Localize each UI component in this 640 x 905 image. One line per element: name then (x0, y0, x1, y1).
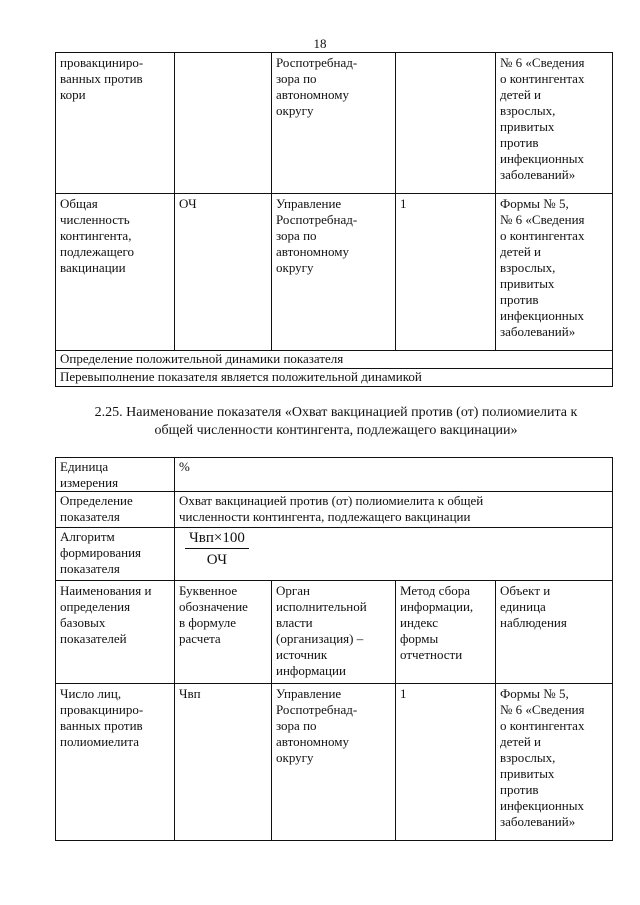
section-heading-line: общей численности контингента, подлежащего вакцинации» (154, 423, 518, 438)
cell-text-line: в формуле (179, 615, 237, 630)
cell-text-line: округу (276, 260, 314, 275)
cell-text-line: инфекционных (500, 798, 584, 813)
definition-value (175, 492, 613, 528)
collection-method-cell (396, 684, 496, 841)
cell-text-line: автономному (276, 87, 349, 102)
indicator-name-cell (56, 684, 175, 841)
cell-text-line: ванных против (60, 718, 143, 733)
cell-text-line: единица (500, 599, 546, 614)
cell-text-line: привитых (500, 766, 555, 781)
positive-dynamics-value: Перевыполнение показателя является положительной динамикой (56, 369, 613, 387)
cell-text-line: Роспотребнад- (276, 55, 358, 70)
table-row (56, 351, 613, 369)
cell-text-line: ванных против (60, 71, 143, 86)
cell-text-line: против (500, 135, 539, 150)
observation-unit-cell (496, 684, 613, 841)
unit-value: % (175, 458, 613, 492)
header-indicator-name (56, 581, 175, 684)
cell-text-line: округу (276, 103, 314, 118)
positive-dynamics-label: Определение положительной динамики показателя (56, 351, 613, 369)
cell-text-line: информации (276, 663, 346, 678)
letter-symbol-cell (175, 53, 272, 194)
cell-text-line: провакциниро- (60, 702, 144, 717)
cell-text-line: Общая (60, 196, 98, 211)
cell-text-line: детей и (500, 87, 541, 102)
cell-text-line: № 6 «Сведения (500, 212, 585, 227)
cell-text-line: Единица (60, 459, 109, 474)
cell-text-line: Управление (276, 686, 342, 701)
source-authority-cell (272, 194, 396, 351)
cell-text-line: инфекционных (500, 151, 584, 166)
cell-text-line: подлежащего (60, 244, 134, 259)
observation-unit-cell (496, 194, 613, 351)
formula (185, 530, 249, 568)
cell-text-line: Роспотребнад- (276, 702, 358, 717)
collection-method-cell (396, 194, 496, 351)
cell-text-line: Охват вакцинацией против (от) полиомиелита к общей (179, 493, 484, 508)
header-letter-symbol (175, 581, 272, 684)
cell-text-line: Формы № 5, (500, 686, 569, 701)
indicator-name-cell (56, 53, 175, 194)
cell-text-line: кори (60, 87, 86, 102)
cell-text-line: расчета (179, 631, 221, 646)
cell-text-line: Орган (276, 583, 310, 598)
cell-text-line: заболеваний» (500, 167, 576, 182)
table-row (56, 528, 613, 581)
cell-text-line: заболеваний» (500, 324, 576, 339)
cell-text-line: Число лиц, (60, 686, 122, 701)
cell-text-line: 1 (400, 686, 407, 701)
cell-text-line: Чвп (179, 686, 201, 701)
table-row (56, 581, 613, 684)
indicator-table-continued (55, 52, 613, 387)
cell-text-line: взрослых, (500, 103, 556, 118)
cell-text-line: детей и (500, 244, 541, 259)
cell-text-line: Определение (60, 493, 133, 508)
cell-text-line: Наименования и (60, 583, 152, 598)
cell-text-line: отчетности (400, 647, 463, 662)
indicator-name-cell (56, 194, 175, 351)
cell-text-line: власти (276, 615, 313, 630)
algorithm-label (56, 528, 175, 581)
table-row (56, 492, 613, 528)
cell-text-line: Объект и (500, 583, 551, 598)
cell-text-line: провакциниро- (60, 55, 144, 70)
cell-text-line: о контингентах (500, 228, 585, 243)
cell-text-line: Алгоритм (60, 529, 115, 544)
section-heading (50, 404, 622, 440)
table-row (56, 458, 613, 492)
table-row (56, 369, 613, 387)
cell-text-line: привитых (500, 119, 555, 134)
cell-text-line: автономному (276, 734, 349, 749)
cell-text-line: Управление (276, 196, 342, 211)
cell-text-line: детей и (500, 734, 541, 749)
cell-text-line: показателя (60, 561, 120, 576)
cell-text-line: формирования (60, 545, 142, 560)
cell-text-line: 1 (400, 196, 407, 211)
cell-text-line: о контингентах (500, 718, 585, 733)
algorithm-formula-cell (175, 528, 613, 581)
cell-text-line: определения (60, 599, 131, 614)
cell-text-line: источник (276, 647, 328, 662)
table-row (56, 53, 613, 194)
cell-text-line: показателя (60, 509, 120, 524)
cell-text-line: (организация) – (276, 631, 364, 646)
cell-text-line: Роспотребнад- (276, 212, 358, 227)
cell-text-line: взрослых, (500, 260, 556, 275)
cell-text-line: базовых (60, 615, 106, 630)
cell-text-line: привитых (500, 276, 555, 291)
source-authority-cell (272, 53, 396, 194)
cell-text-line: показателей (60, 631, 127, 646)
cell-text-line: взрослых, (500, 750, 556, 765)
cell-text-line: наблюдения (500, 615, 567, 630)
cell-text-line: исполнительной (276, 599, 367, 614)
cell-text-line: вакцинации (60, 260, 126, 275)
definition-label (56, 492, 175, 528)
cell-text-line: округу (276, 750, 314, 765)
cell-text-line: Буквенное (179, 583, 238, 598)
cell-text-line: контингента, (60, 228, 132, 243)
formula-denominator: ОЧ (206, 552, 228, 568)
formula-numerator: Чвп×100 (185, 530, 249, 549)
cell-text-line: о контингентах (500, 71, 585, 86)
header-observation-unit (496, 581, 613, 684)
cell-text-line: зора по (276, 718, 317, 733)
cell-text-line: численности контингента, подлежащего вакцинации (179, 509, 471, 524)
collection-method-cell (396, 53, 496, 194)
header-collection-method (396, 581, 496, 684)
page-number: 18 (313, 36, 327, 51)
cell-text-line: измерения (60, 475, 119, 490)
cell-text-line: информации, (400, 599, 474, 614)
letter-symbol-cell (175, 684, 272, 841)
observation-unit-cell (496, 53, 613, 194)
cell-text-line: индекс (400, 615, 439, 630)
cell-text-line: обозначение (179, 599, 248, 614)
cell-text-line: зора по (276, 71, 317, 86)
unit-label (56, 458, 175, 492)
cell-text-line: против (500, 782, 539, 797)
cell-text-line: полиомиелита (60, 734, 139, 749)
cell-text-line: ОЧ (179, 196, 197, 211)
letter-symbol-cell (175, 194, 272, 351)
cell-text-line: № 6 «Сведения (500, 702, 585, 717)
cell-text-line: Метод сбора (400, 583, 470, 598)
cell-text-line: инфекционных (500, 308, 584, 323)
section-heading-line: 2.25. Наименование показателя «Охват вакцинацией против (от) полиомиелита к (94, 405, 578, 420)
cell-text-line: формы (400, 631, 439, 646)
indicator-table (55, 457, 613, 841)
cell-text-line: заболеваний» (500, 814, 576, 829)
table-row (56, 194, 613, 351)
cell-text-line: Формы № 5, (500, 196, 569, 211)
header-source-authority (272, 581, 396, 684)
cell-text-line: численность (60, 212, 130, 227)
cell-text-line: № 6 «Сведения (500, 55, 585, 70)
source-authority-cell (272, 684, 396, 841)
table-row (56, 684, 613, 841)
cell-text-line: автономному (276, 244, 349, 259)
cell-text-line: зора по (276, 228, 317, 243)
cell-text-line: против (500, 292, 539, 307)
